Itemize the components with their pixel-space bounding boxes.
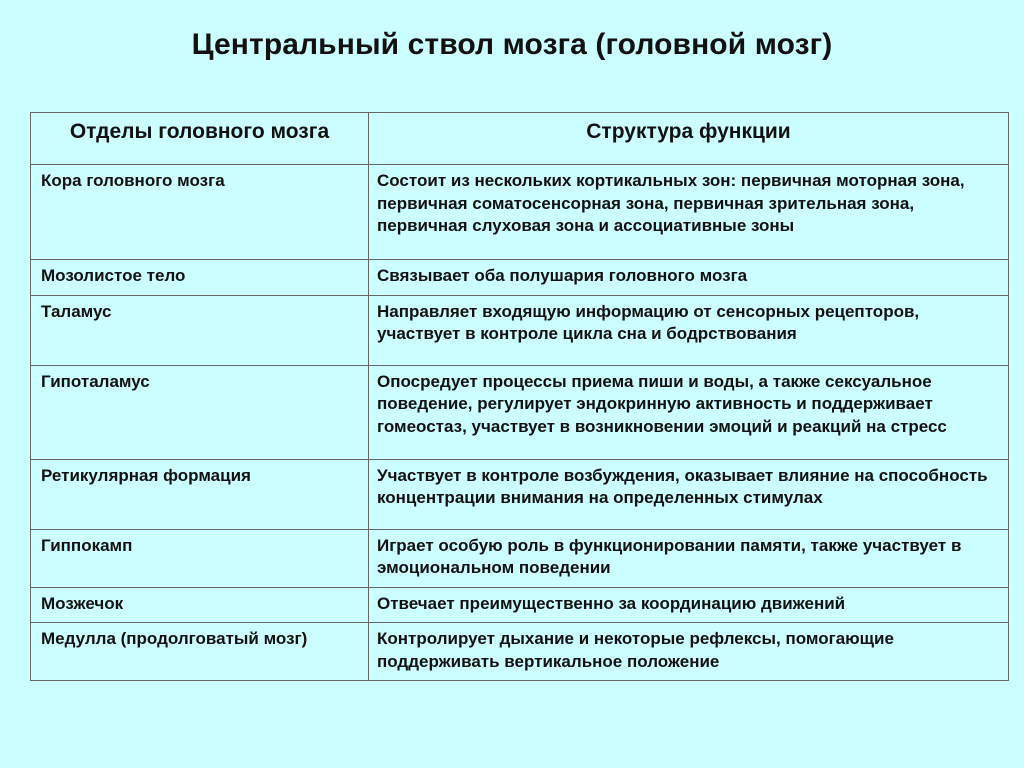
function-cell: Связывает оба полушария головного мозга xyxy=(369,260,1009,296)
division-cell: Кора головного мозга xyxy=(31,165,369,260)
table-header-function: Структура функции xyxy=(369,113,1009,165)
function-cell: Контролирует дыхание и некоторые рефлексы, помогающие поддерживать вертикальное положение xyxy=(369,623,1009,681)
table-row xyxy=(31,459,1009,529)
division-cell: Гипоталамус xyxy=(31,365,369,459)
brain-table-container xyxy=(30,112,1008,681)
division-cell: Таламус xyxy=(31,295,369,365)
table-row xyxy=(31,260,1009,296)
division-cell: Медулла (продолговатый мозг) xyxy=(31,623,369,681)
function-cell: Состоит из нескольких кортикальных зон: первичная моторная зона, первичная соматосенсорная зона, первичная зрительная зона, первичная слуховая зона и ассоциативные зоны xyxy=(369,165,1009,260)
table-row xyxy=(31,365,1009,459)
function-cell: Направляет входящую информацию от сенсорных рецепторов, участвует в контроле цикла сна и бодрствования xyxy=(369,295,1009,365)
function-cell: Отвечает преимущественно за координацию движений xyxy=(369,587,1009,623)
division-cell: Мозжечок xyxy=(31,587,369,623)
function-cell: Участвует в контроле возбуждения, оказывает влияние на способность концентрации внимания на определенных стимулах xyxy=(369,459,1009,529)
division-cell: Ретикулярная формация xyxy=(31,459,369,529)
table-row xyxy=(31,529,1009,587)
table-row xyxy=(31,165,1009,260)
brain-table xyxy=(30,112,1009,681)
table-row xyxy=(31,587,1009,623)
table-row xyxy=(31,295,1009,365)
page-title: Центральный ствол мозга (головной мозг) xyxy=(191,28,833,61)
division-cell: Мозолистое тело xyxy=(31,260,369,296)
table-header-row xyxy=(31,113,1009,165)
function-cell: Опосредует процессы приема пиши и воды, а также сексуальное поведение, регулирует эндокринную активность и поддерживает гомеостаз, участвует в возникновении эмоций и реакций на стресс xyxy=(369,365,1009,459)
division-cell: Гиппокамп xyxy=(31,529,369,587)
table-row xyxy=(31,623,1009,681)
function-cell: Играет особую роль в функционировании памяти, также участвует в эмоциональном поведении xyxy=(369,529,1009,587)
table-header-divisions: Отделы головного мозга xyxy=(31,113,369,165)
